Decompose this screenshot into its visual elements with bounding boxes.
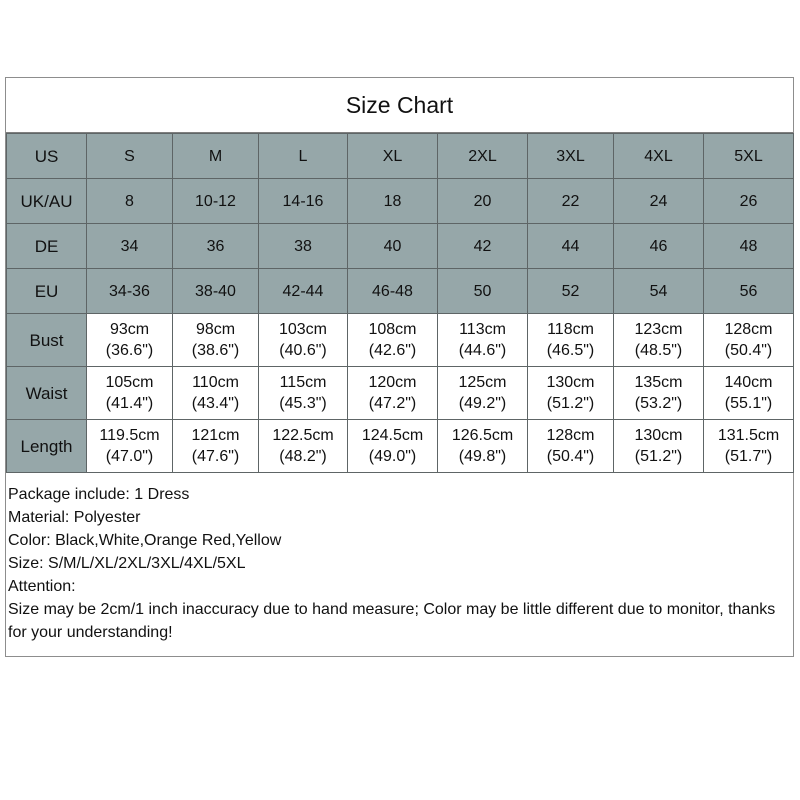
column-header-us: US — [7, 134, 87, 179]
cm-value: 118cm — [547, 321, 594, 338]
table-cell: 8 — [87, 179, 173, 224]
row-label-eu: EU — [7, 269, 87, 314]
cm-value: 130cm — [634, 427, 683, 444]
cm-value: 128cm — [724, 321, 773, 338]
table-cell: 40 — [348, 224, 438, 269]
table-cell: 22 — [528, 179, 614, 224]
table-cell: 46 — [614, 224, 704, 269]
table-cell: 42 — [438, 224, 528, 269]
inch-value: (45.3") — [279, 395, 327, 412]
table-cell: 34 — [87, 224, 173, 269]
table-cell — [87, 314, 173, 367]
table-cell — [528, 420, 614, 473]
table-cell — [259, 314, 348, 367]
color-text: Color: Black,White,Orange Red,Yellow — [8, 532, 282, 549]
size-list-text: Size: S/M/L/XL/2XL/3XL/4XL/5XL — [8, 555, 246, 572]
table-cell — [438, 314, 528, 367]
table-cell: 38-40 — [173, 269, 259, 314]
table-cell — [259, 420, 348, 473]
table-cell — [173, 420, 259, 473]
column-header-4xl: 4XL — [614, 134, 704, 179]
cm-value: 121cm — [191, 427, 240, 444]
cm-value: 123cm — [634, 321, 683, 338]
table-cell — [87, 367, 173, 420]
table-cell: 42-44 — [259, 269, 348, 314]
table-cell: 56 — [704, 269, 794, 314]
inch-value: (51.7") — [724, 448, 773, 465]
cm-value: 119.5cm — [99, 427, 160, 444]
table-cell — [348, 420, 438, 473]
attention-label: Attention: — [8, 578, 76, 595]
size-chart — [5, 77, 794, 657]
cm-value: 108cm — [368, 321, 417, 338]
table-cell — [438, 420, 528, 473]
table-header-row — [7, 134, 794, 179]
inch-value: (47.0") — [105, 448, 154, 465]
cm-value: 93cm — [109, 321, 150, 338]
inch-value: (44.6") — [458, 342, 507, 359]
table-cell: 52 — [528, 269, 614, 314]
cm-value: 140cm — [724, 374, 773, 391]
table-cell: 34-36 — [87, 269, 173, 314]
row-label-ukau: UK/AU — [7, 179, 87, 224]
table-cell — [259, 367, 348, 420]
table-cell — [438, 367, 528, 420]
inch-value: (42.6") — [368, 342, 417, 359]
attention-text: Size may be 2cm/1 inch inaccuracy due to hand measure; Color may be little different due to monitor, thanks for your understanding! — [8, 601, 776, 641]
size-table — [6, 133, 794, 473]
table-cell — [528, 314, 614, 367]
inch-value: (38.6") — [191, 342, 240, 359]
inch-value: (43.4") — [191, 395, 240, 412]
inch-value: (53.2") — [634, 395, 683, 412]
inch-value: (50.4") — [724, 342, 773, 359]
cm-value: 120cm — [368, 374, 417, 391]
package-include-text: Package include: 1 Dress — [8, 486, 190, 503]
column-header-5xl: 5XL — [704, 134, 794, 179]
row-label-length: Length — [7, 420, 87, 473]
cm-value: 98cm — [195, 321, 236, 338]
inch-value: (36.6") — [105, 342, 154, 359]
cm-value: 126.5cm — [451, 427, 514, 444]
table-cell: 10-12 — [173, 179, 259, 224]
cm-value: 128cm — [546, 427, 595, 444]
inch-value: (47.6") — [191, 448, 240, 465]
table-cell — [614, 314, 704, 367]
cm-value: 115cm — [279, 374, 327, 391]
table-cell: 46-48 — [348, 269, 438, 314]
table-row-length — [7, 420, 794, 473]
table-row-eu — [7, 269, 794, 314]
table-cell: 50 — [438, 269, 528, 314]
column-header-s: S — [87, 134, 173, 179]
inch-value: (48.5") — [634, 342, 683, 359]
table-cell — [614, 367, 704, 420]
cm-value: 125cm — [458, 374, 507, 391]
inch-value: (40.6") — [279, 342, 327, 359]
column-header-2xl: 2XL — [438, 134, 528, 179]
inch-value: (50.4") — [546, 448, 595, 465]
table-cell: 44 — [528, 224, 614, 269]
table-cell — [704, 367, 794, 420]
row-label-de: DE — [7, 224, 87, 269]
column-header-m: M — [173, 134, 259, 179]
table-cell — [528, 367, 614, 420]
table-cell — [348, 314, 438, 367]
table-cell — [173, 367, 259, 420]
product-notes — [8, 483, 788, 644]
table-cell: 20 — [438, 179, 528, 224]
table-cell: 36 — [173, 224, 259, 269]
size-chart-title: Size Chart — [6, 78, 793, 133]
table-cell: 38 — [259, 224, 348, 269]
table-cell — [173, 314, 259, 367]
inch-value: (49.0") — [368, 448, 417, 465]
table-row-waist — [7, 367, 794, 420]
table-cell — [614, 420, 704, 473]
inch-value: (51.2") — [634, 448, 683, 465]
table-cell: 18 — [348, 179, 438, 224]
table-cell: 24 — [614, 179, 704, 224]
cm-value: 110cm — [192, 374, 239, 391]
table-row-de — [7, 224, 794, 269]
table-cell: 26 — [704, 179, 794, 224]
inch-value: (49.8") — [458, 448, 507, 465]
material-text: Material: Polyester — [8, 509, 141, 526]
table-cell: 48 — [704, 224, 794, 269]
table-cell — [348, 367, 438, 420]
column-header-l: L — [259, 134, 348, 179]
cm-value: 130cm — [546, 374, 595, 391]
cm-value: 105cm — [105, 374, 154, 391]
table-cell: 54 — [614, 269, 704, 314]
column-header-3xl: 3XL — [528, 134, 614, 179]
table-cell — [704, 314, 794, 367]
inch-value: (47.2") — [368, 395, 417, 412]
cm-value: 124.5cm — [361, 427, 424, 444]
inch-value: (41.4") — [105, 395, 154, 412]
cm-value: 122.5cm — [272, 427, 334, 444]
table-cell — [704, 420, 794, 473]
table-row-bust — [7, 314, 794, 367]
column-header-xl: XL — [348, 134, 438, 179]
row-label-bust: Bust — [7, 314, 87, 367]
table-cell: 14-16 — [259, 179, 348, 224]
cm-value: 113cm — [459, 321, 506, 338]
inch-value: (46.5") — [546, 342, 595, 359]
cm-value: 103cm — [278, 321, 328, 338]
table-cell — [87, 420, 173, 473]
inch-value: (49.2") — [458, 395, 507, 412]
inch-value: (48.2") — [279, 448, 327, 465]
table-row-ukau — [7, 179, 794, 224]
inch-value: (55.1") — [724, 395, 773, 412]
inch-value: (51.2") — [546, 395, 595, 412]
row-label-waist: Waist — [7, 367, 87, 420]
cm-value: 131.5cm — [717, 427, 780, 444]
cm-value: 135cm — [634, 374, 683, 391]
